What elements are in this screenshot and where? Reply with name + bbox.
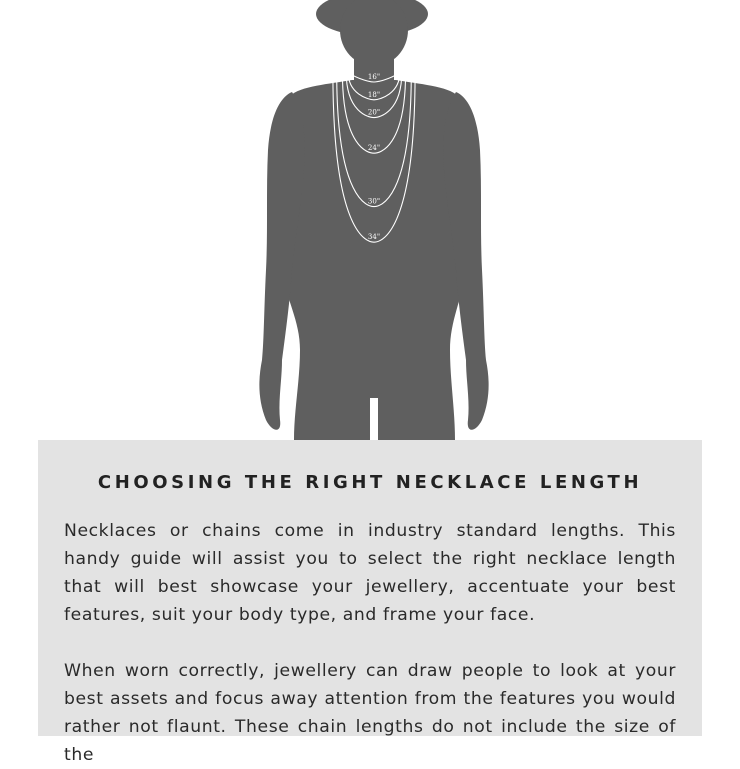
guide-title: CHOOSING THE RIGHT NECKLACE LENGTH (97, 472, 643, 493)
chain-label-30in: 30" (367, 197, 381, 206)
chain-label-20in: 20" (367, 108, 381, 117)
chain-label-18in: 18" (367, 90, 381, 99)
guide-panel (38, 440, 702, 765)
chain-label-34in: 34" (367, 233, 381, 242)
leg-gap (370, 398, 378, 440)
guide-paragraph-1: Necklaces or chains come in industry standard lengths. This handy guide will assist you to select the right necklace length that will best showcase your jewellery, accentuate your best features, suit your body type, and frame your face. (64, 521, 676, 625)
woman-silhouette-icon (259, 0, 488, 440)
guide-paragraph-2: When worn correctly, jewellery can draw people to look at your best assets and focus away attention from the features you would rather not flaunt. These chain lengths do not include the size of the (64, 661, 676, 765)
chain-label-16in: 16" (367, 73, 381, 81)
chain-label-24in: 24" (367, 144, 381, 153)
